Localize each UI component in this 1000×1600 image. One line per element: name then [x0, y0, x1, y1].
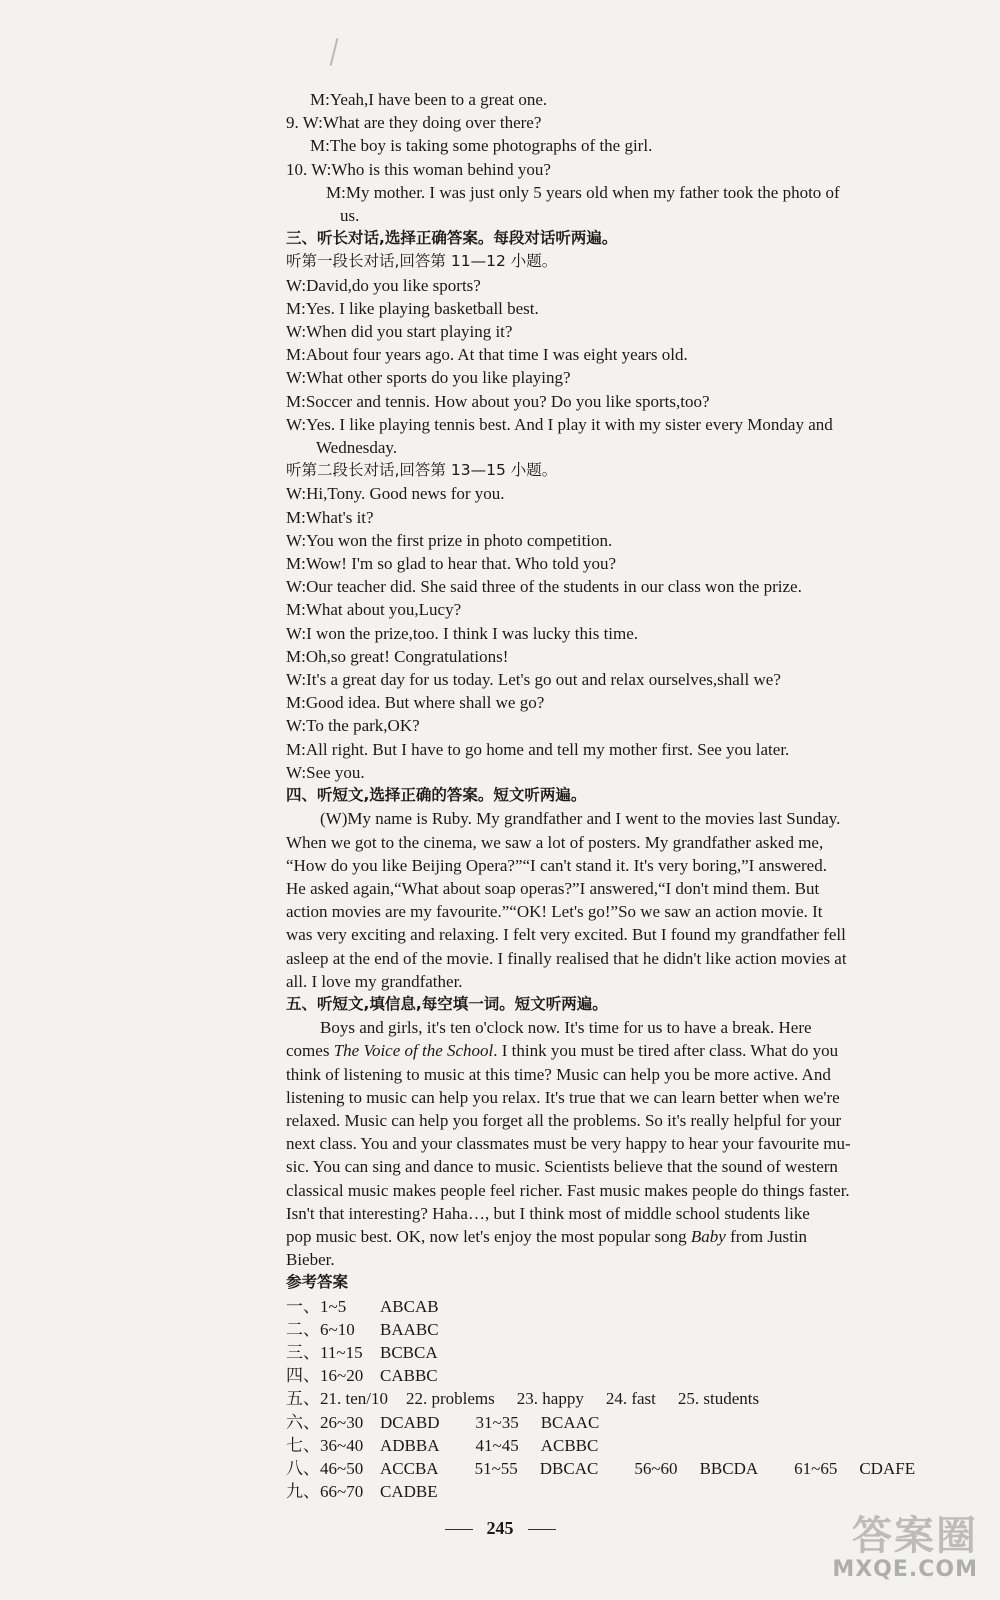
answer-value: BBCDA: [699, 1458, 759, 1478]
dialog-line: M:Yeah,I have been to a great one.: [310, 90, 548, 109]
answer-key: [286, 1295, 936, 1504]
passage-line: He asked again,“What about soap operas?”I answered,“I don't mind them. But: [286, 878, 820, 898]
answer-label: 七、36~40: [286, 1435, 364, 1455]
dialog-line: M:Soccer and tennis. How about you? Do you like sports,too?: [286, 391, 710, 411]
answer-value: DBCAC: [539, 1458, 599, 1478]
answer-value: DCABD: [380, 1412, 440, 1432]
answers-heading: 参考答案: [286, 1273, 349, 1292]
dialog-line: M:What's it?: [286, 507, 374, 527]
page-content: [286, 88, 936, 1503]
passage-line: next class. You and your classmates must be very happy to hear your favourite mu-: [286, 1134, 851, 1154]
answer-row: [286, 1341, 936, 1364]
answer-value: ADBBA: [380, 1435, 440, 1455]
dialog-line: M:Yes. I like playing basketball best.: [286, 298, 539, 318]
answer-value: ACBBC: [540, 1435, 599, 1455]
answer-value: 56~60: [634, 1458, 678, 1478]
text-span: . I think you must be tired after class. What do you: [493, 1041, 839, 1061]
dash-right: [528, 1529, 556, 1530]
passage-line: asleep at the end of the movie. I finally realised that he didn't like action movies at: [286, 948, 847, 968]
passage-line: was very exciting and relaxing. I felt very excited. But I found my grandfather fell: [286, 925, 846, 945]
answer-label: 九、66~70: [286, 1482, 364, 1502]
dialog-line: M:Wow! I'm so glad to hear that. Who told you?: [286, 554, 616, 574]
passage-line: [286, 1225, 936, 1248]
answer-value: 61~65: [794, 1458, 838, 1478]
dialog-line: W:It's a great day for us today. Let's go out and relax ourselves,shall we?: [286, 670, 781, 690]
dialog-line: W:You won the first prize in photo competition.: [286, 530, 613, 550]
dialog-line: M:My mother. I was just only 5 years old when my father took the photo of: [326, 182, 840, 202]
text-span: pop music best. OK, now let's enjoy the most popular song: [286, 1226, 691, 1246]
answer-value: ABCAB: [380, 1296, 439, 1316]
answer-value: 41~45: [475, 1435, 519, 1455]
pen-mark: [330, 38, 339, 66]
section3-heading: 三、听长对话,选择正确答案。每段对话听两遍。: [286, 229, 618, 248]
passage-line: (W)My name is Ruby. My grandfather and I went to the movies last Sunday.: [320, 809, 841, 829]
answer-value: CADBE: [380, 1482, 438, 1502]
answer-value: 31~35: [475, 1412, 519, 1432]
answer-label: 一、1~5: [286, 1296, 347, 1316]
dialog-line: W:Our teacher did. She said three of the students in our class won the prize.: [286, 577, 802, 597]
section5-heading: 五、听短文,填信息,每空填一词。短文听两遍。: [286, 994, 608, 1013]
passage-line: classical music makes people feel richer. Fast music makes people do things faster.: [286, 1180, 850, 1200]
dialogue-top: [286, 88, 936, 227]
answer-label: 八、46~50: [286, 1458, 364, 1478]
section4-heading: 四、听短文,选择正确的答案。短文听两遍。: [286, 786, 587, 805]
dialog-line: W:See you.: [286, 762, 365, 782]
passage-line: Bieber.: [286, 1250, 335, 1270]
answer-row: [286, 1457, 936, 1480]
answer-value: CDAFE: [859, 1458, 916, 1478]
watermark-url: MXQE.COM: [832, 1557, 978, 1582]
dialog-line: M:About four years ago. At that time I was eight years old.: [286, 345, 688, 365]
text-span: comes: [286, 1041, 334, 1061]
section3-dialog2: [286, 482, 936, 784]
passage-line: Boys and girls, it's ten o'clock now. It's time for us to have a break. Here: [320, 1018, 812, 1038]
dialog-line: W:To the park,OK?: [286, 716, 420, 736]
watermark-logo: [788, 1504, 978, 1582]
dialog-line: M:The boy is taking some photographs of the girl.: [310, 136, 653, 156]
answer-label: 六、26~30: [286, 1412, 364, 1432]
answer-value: 22. problems: [406, 1389, 495, 1409]
dialog-line: M:All right. But I have to go home and tell my mother first. See you later.: [286, 739, 790, 759]
answer-row: [286, 1411, 936, 1434]
answer-label: 三、11~15: [286, 1342, 363, 1362]
dialog-line: W:I won the prize,too. I think I was lucky this time.: [286, 623, 639, 643]
dialog-line: 10. W:Who is this woman behind you?: [286, 159, 551, 179]
answer-row: [286, 1318, 936, 1341]
answer-value: ACCBA: [380, 1458, 439, 1478]
dialog-line: M:What about you,Lucy?: [286, 600, 462, 620]
passage-line: [286, 1039, 936, 1062]
answer-value: 51~55: [474, 1458, 518, 1478]
dialog-line: W:Yes. I like playing tennis best. And I play it with my sister every Monday and: [286, 414, 833, 434]
answer-value: BCBCA: [380, 1342, 438, 1362]
passage-line: all. I love my grandfather.: [286, 971, 463, 991]
text-span: from Justin: [725, 1226, 808, 1246]
answer-row: [286, 1364, 936, 1387]
dialog-line: 9. W:What are they doing over there?: [286, 113, 542, 133]
passage-line: sic. You can sing and dance to music. Scientists believe that the sound of western: [286, 1157, 838, 1177]
dialog-line: W:What other sports do you like playing?: [286, 368, 571, 388]
answer-label: 四、16~20: [286, 1366, 364, 1386]
passage-line: “How do you like Beijing Opera?”“I can't stand it. It's very boring,”I answered.: [286, 855, 827, 875]
answer-label: 五、21. ten/10: [286, 1389, 388, 1409]
section3-intro1: 听第一段长对话,回答第 11—12 小题。: [286, 252, 558, 271]
answer-row: [286, 1295, 936, 1318]
page-number-text: 245: [486, 1518, 514, 1538]
dialog-line: us.: [340, 206, 360, 226]
dialog-line: W:David,do you like sports?: [286, 275, 481, 295]
dialog-line: M:Good idea. But where shall we go?: [286, 693, 545, 713]
dialog-line: W:Hi,Tony. Good news for you.: [286, 484, 505, 504]
section5-passage: [286, 1016, 936, 1271]
passage-line: think of listening to music at this time? Music can help you be more active. And: [286, 1064, 831, 1084]
answer-row: [286, 1387, 936, 1410]
dialog-line: W:When did you start playing it?: [286, 322, 513, 342]
answer-value: 25. students: [677, 1389, 760, 1409]
watermark-logo-text: 答案圈: [852, 1513, 978, 1559]
answer-value: 23. happy: [516, 1389, 584, 1409]
section4-passage: [286, 807, 936, 993]
passage-line: relaxed. Music can help you forget all the problems. So it's really helpful for your: [286, 1110, 842, 1130]
answer-row: [286, 1480, 936, 1503]
answer-label: 二、6~10: [286, 1319, 355, 1339]
program-title: The Voice of the School: [333, 1041, 494, 1061]
answer-value: 24. fast: [605, 1389, 656, 1409]
answer-value: BAABC: [380, 1319, 439, 1339]
answer-value: CABBC: [380, 1366, 438, 1386]
passage-line: listening to music can help you relax. It's true that we can learn better when we're: [286, 1087, 840, 1107]
passage-line: When we got to the cinema, we saw a lot of posters. My grandfather asked me,: [286, 832, 824, 852]
answer-value: BCAAC: [540, 1412, 600, 1432]
dialog-line: Wednesday.: [316, 438, 398, 458]
section3-intro2: 听第二段长对话,回答第 13—15 小题。: [286, 461, 558, 480]
dash-left: [445, 1529, 473, 1530]
answer-row: [286, 1434, 936, 1457]
passage-lines: [286, 1063, 936, 1225]
passage-line: Isn't that interesting? Haha…, but I think most of middle school students like: [286, 1203, 810, 1223]
section3-dialog1: [286, 274, 936, 436]
dialog-line: M:Oh,so great! Congratulations!: [286, 646, 509, 666]
song-title: Baby: [690, 1226, 726, 1246]
passage-line: action movies are my favourite.”“OK! Let's go!”So we saw an action movie. It: [286, 902, 823, 922]
